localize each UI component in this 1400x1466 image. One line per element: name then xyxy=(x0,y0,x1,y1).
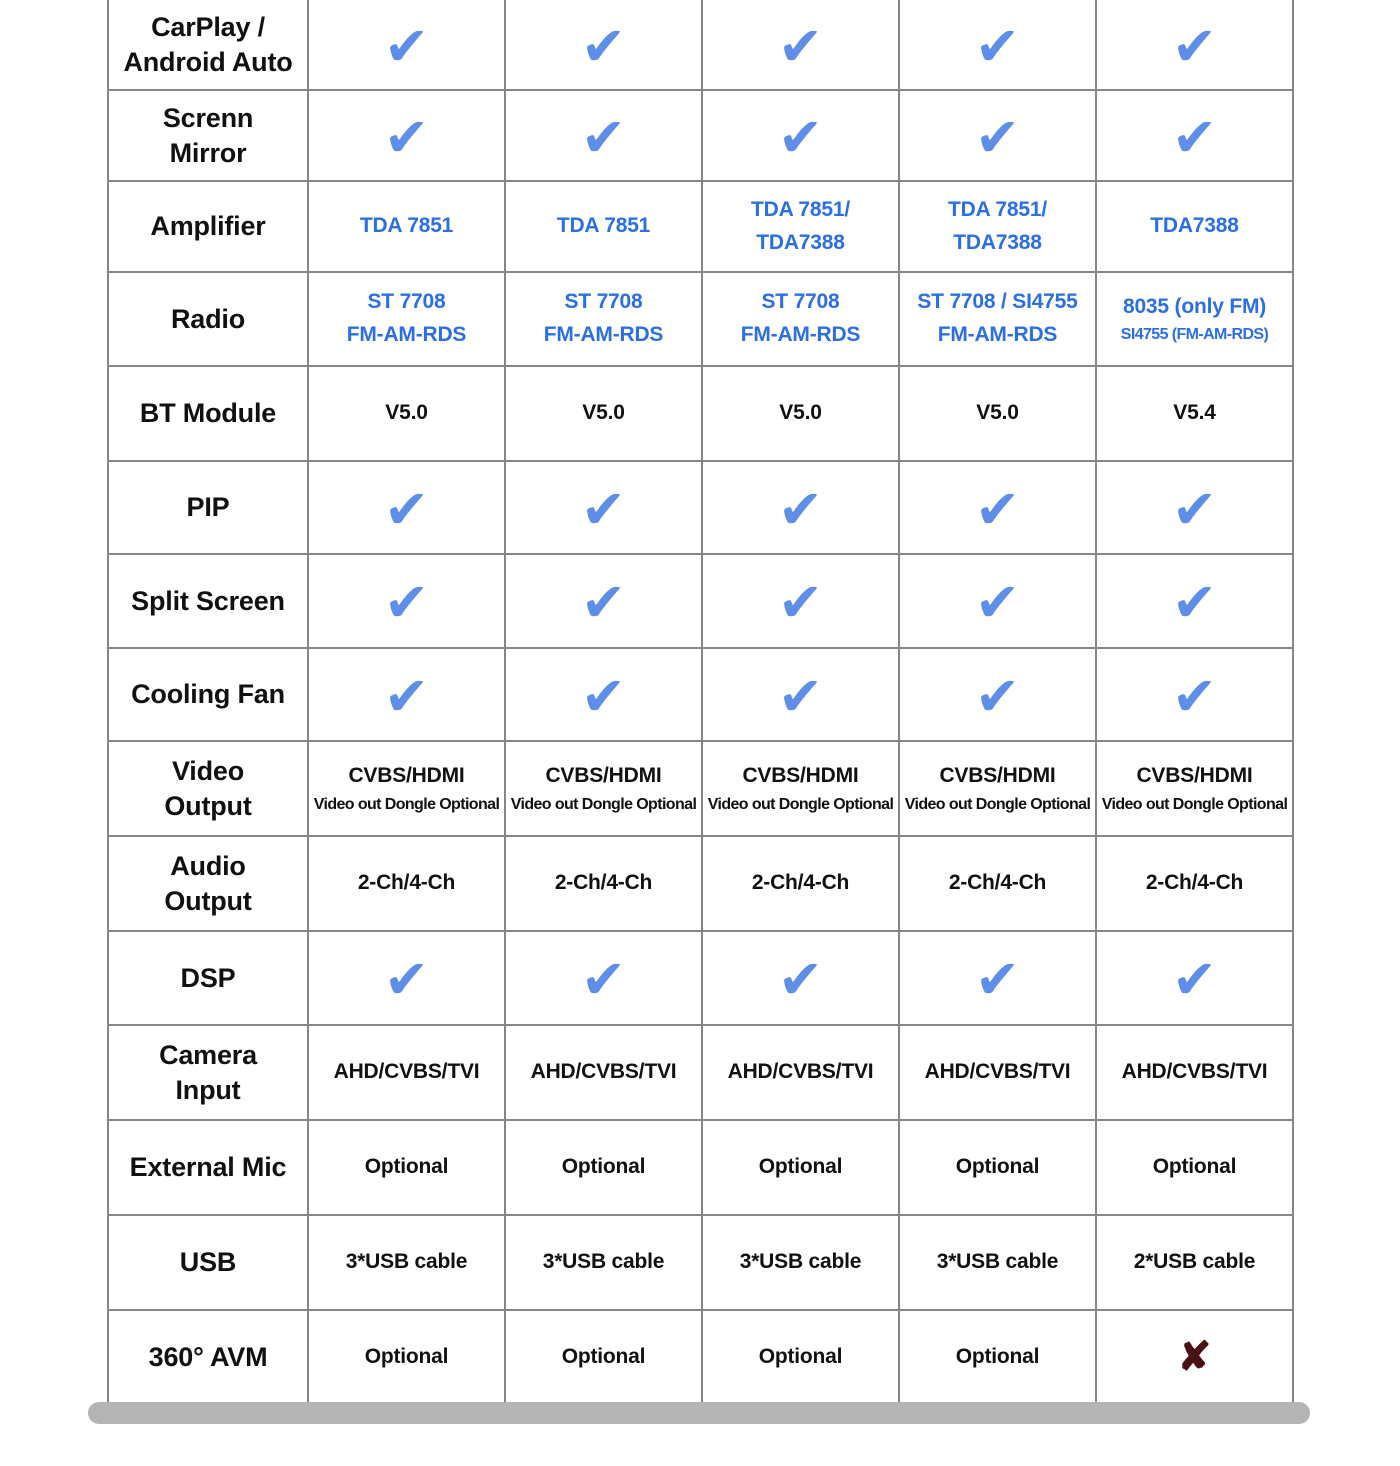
spec-cell-check xyxy=(308,0,505,90)
spec-cell-check xyxy=(899,461,1096,554)
spec-cell-text xyxy=(702,366,899,461)
spec-cell-value xyxy=(703,1056,898,1089)
spec-cell-value xyxy=(309,1151,504,1184)
row-label-line: External Mic xyxy=(129,1152,287,1183)
spec-cell-text xyxy=(505,836,702,931)
row-label-line: Mirror xyxy=(169,137,247,168)
spec-cell-value xyxy=(1097,1056,1292,1089)
spec-cell-text xyxy=(899,1215,1096,1310)
spec-cell-check xyxy=(702,90,899,181)
spec-cell-check xyxy=(702,931,899,1025)
row-label-line: Split Screen xyxy=(131,585,285,616)
spec-cell-text xyxy=(702,1025,899,1120)
spec-cell-value xyxy=(309,286,504,351)
spec-cell-value xyxy=(309,1341,504,1374)
spec-value-line: V5.0 xyxy=(582,401,625,425)
spec-value-line: Optional xyxy=(758,1155,843,1179)
row-label-line: Radio xyxy=(170,303,245,334)
spec-cell-cross xyxy=(1096,1310,1293,1404)
spec-cell-value xyxy=(703,1151,898,1184)
spec-value-line: 3*USB cable xyxy=(739,1250,862,1274)
row-label-line: DSP xyxy=(180,962,236,993)
horizontal-scrollbar-thumb[interactable] xyxy=(88,1402,1310,1424)
row-label xyxy=(108,1120,308,1215)
spec-cell-value xyxy=(506,867,701,900)
check-icon: ✔ xyxy=(1171,479,1218,540)
spec-value-line: ST 7708 / SI4755 xyxy=(917,290,1078,314)
check-icon: ✔ xyxy=(383,479,430,540)
row-label-line: CarPlay / xyxy=(151,12,265,43)
check-icon: ✔ xyxy=(1171,107,1218,168)
spec-cell-value xyxy=(703,194,898,259)
spec-cell-text xyxy=(505,1215,702,1310)
spec-value-line: V5.0 xyxy=(976,401,1019,425)
spec-value-line: 2-Ch/4-Ch xyxy=(948,871,1047,895)
check-icon: ✔ xyxy=(580,16,627,77)
row-label-line: Cooling Fan xyxy=(131,679,285,710)
table-row xyxy=(108,366,1293,461)
check-icon: ✔ xyxy=(383,107,430,168)
spec-cell-value xyxy=(900,1056,1095,1089)
spec-cell-value xyxy=(309,867,504,900)
table-row xyxy=(108,181,1293,272)
spec-value-line: Optional xyxy=(364,1155,449,1179)
spec-cell-check xyxy=(1096,554,1293,648)
spec-cell-check xyxy=(1096,0,1293,90)
spec-cell-value xyxy=(900,1151,1095,1184)
spec-cell-check xyxy=(899,931,1096,1025)
spec-cell-check xyxy=(505,554,702,648)
spec-cell-value xyxy=(900,867,1095,900)
spec-value-line: CVBS/HDMI xyxy=(1136,764,1253,788)
table-row xyxy=(108,836,1293,931)
spec-cell-value xyxy=(1097,1246,1292,1279)
spec-cell-value xyxy=(900,286,1095,351)
spec-cell-check xyxy=(505,648,702,741)
spec-cell-text xyxy=(899,272,1096,366)
spec-cell-text xyxy=(308,366,505,461)
check-icon: ✔ xyxy=(974,573,1021,633)
spec-cell-text xyxy=(702,1310,899,1404)
spec-value-line: FM-AM-RDS xyxy=(346,323,467,346)
spec-cell-value xyxy=(1097,397,1292,430)
row-label xyxy=(108,1025,308,1120)
spec-cell-text xyxy=(1096,836,1293,931)
spec-cell-value xyxy=(703,1246,898,1279)
row-label-line: 360° AVM xyxy=(148,1341,268,1372)
spec-value-line: Optional xyxy=(561,1344,646,1368)
spec-value-line: Optional xyxy=(1152,1155,1237,1179)
check-icon: ✔ xyxy=(974,950,1021,1010)
check-icon: ✔ xyxy=(383,666,430,727)
spec-value-line: 2-Ch/4-Ch xyxy=(554,871,653,895)
row-label-line: Screnn xyxy=(162,103,254,134)
spec-cell-value xyxy=(703,286,898,351)
product-spec-table xyxy=(107,0,1294,1405)
spec-cell-value xyxy=(1097,760,1292,817)
spec-value-line: 3*USB cable xyxy=(542,1250,665,1274)
spec-value-line: AHD/CVBS/TVI xyxy=(924,1060,1071,1084)
check-icon: ✔ xyxy=(580,666,627,727)
spec-cell-value xyxy=(309,760,504,817)
spec-cell-text xyxy=(505,741,702,836)
row-label-line: Input xyxy=(175,1074,241,1105)
check-icon: ✔ xyxy=(580,479,627,540)
spec-cell-text xyxy=(899,366,1096,461)
spec-value-line: Optional xyxy=(758,1344,843,1368)
check-icon: ✔ xyxy=(580,573,627,633)
table-row xyxy=(108,1025,1293,1120)
check-icon: ✔ xyxy=(777,107,824,168)
spec-cell-text xyxy=(1096,1215,1293,1310)
check-icon: ✔ xyxy=(383,573,430,633)
spec-cell-value xyxy=(506,1056,701,1089)
spec-cell-text xyxy=(899,741,1096,836)
row-label-line: BT Module xyxy=(139,398,277,429)
spec-value-line: AHD/CVBS/TVI xyxy=(530,1060,677,1084)
check-icon: ✔ xyxy=(580,107,627,168)
row-label-line: Video xyxy=(171,756,245,787)
spec-cell-text xyxy=(1096,1120,1293,1215)
spec-cell-text xyxy=(899,1310,1096,1404)
check-icon: ✔ xyxy=(974,479,1021,540)
spec-cell-value xyxy=(703,867,898,900)
table-row xyxy=(108,554,1293,648)
spec-cell-check xyxy=(702,0,899,90)
check-icon: ✔ xyxy=(777,666,824,727)
spec-value-line: AHD/CVBS/TVI xyxy=(333,1060,480,1084)
spec-value-subtext: Video out Dongle Optional xyxy=(1101,795,1288,813)
row-label xyxy=(108,461,308,554)
spec-value-line: TDA7388 xyxy=(953,230,1042,254)
row-label xyxy=(108,181,308,272)
spec-cell-check xyxy=(505,90,702,181)
spec-cell-text xyxy=(899,1120,1096,1215)
check-icon: ✔ xyxy=(1171,666,1218,727)
spec-value-line: Optional xyxy=(364,1344,449,1368)
spec-cell-value xyxy=(900,194,1095,259)
row-label xyxy=(108,366,308,461)
spec-cell-value xyxy=(309,1056,504,1089)
row-label xyxy=(108,931,308,1025)
row-label xyxy=(108,836,308,931)
spec-value-line: 8035 (only FM) xyxy=(1122,294,1267,318)
spec-cell-value xyxy=(309,210,504,243)
spec-cell-text xyxy=(505,181,702,272)
spec-value-line: CVBS/HDMI xyxy=(742,764,859,788)
row-label-line: Output xyxy=(164,790,252,821)
spec-cell-text xyxy=(1096,1025,1293,1120)
spec-cell-value xyxy=(506,286,701,351)
spec-cell-value xyxy=(703,397,898,430)
row-label-line: Android Auto xyxy=(123,46,293,77)
spec-cell-text xyxy=(308,1310,505,1404)
spec-cell-text xyxy=(702,1120,899,1215)
spec-value-subtext: SI4755 (FM-AM-RDS) xyxy=(1120,326,1269,344)
spec-cell-check xyxy=(899,0,1096,90)
spec-value-line: 2-Ch/4-Ch xyxy=(1145,871,1244,895)
spec-value-line: TDA 7851 xyxy=(556,214,651,238)
spec-cell-text xyxy=(308,272,505,366)
spec-cell-check xyxy=(899,90,1096,181)
spec-value-line: V5.4 xyxy=(1173,401,1216,425)
row-label-line: PIP xyxy=(186,492,230,523)
spec-value-line: 2-Ch/4-Ch xyxy=(751,871,850,895)
spec-cell-text xyxy=(308,741,505,836)
table-row xyxy=(108,648,1293,741)
spec-cell-text xyxy=(308,1120,505,1215)
row-label-line: Audio xyxy=(170,851,246,882)
spec-cell-value xyxy=(1097,867,1292,900)
check-icon: ✔ xyxy=(383,950,430,1010)
table-row xyxy=(108,741,1293,836)
spec-cell-value xyxy=(1097,210,1292,243)
spec-cell-check xyxy=(1096,90,1293,181)
spec-cell-text xyxy=(702,181,899,272)
spec-cell-check xyxy=(1096,461,1293,554)
table-row xyxy=(108,1215,1293,1310)
check-icon: ✔ xyxy=(1171,573,1218,633)
table-row xyxy=(108,1310,1293,1404)
spec-cell-value xyxy=(506,1341,701,1374)
row-label-line: Amplifier xyxy=(150,211,266,242)
spec-cell-text xyxy=(505,1310,702,1404)
row-label xyxy=(108,90,308,181)
spec-value-subtext: Video out Dongle Optional xyxy=(313,795,500,813)
spec-cell-text xyxy=(505,1025,702,1120)
row-label-line: Camera xyxy=(159,1040,257,1071)
spec-cell-check xyxy=(308,648,505,741)
spec-cell-check xyxy=(505,0,702,90)
spec-cell-check xyxy=(702,648,899,741)
check-icon: ✔ xyxy=(974,666,1021,727)
spec-value-subtext: Video out Dongle Optional xyxy=(904,795,1091,813)
spec-value-line: 2*USB cable xyxy=(1133,1250,1256,1274)
spec-value-line: 3*USB cable xyxy=(345,1250,468,1274)
spec-cell-text xyxy=(899,1025,1096,1120)
spec-value-line: CVBS/HDMI xyxy=(348,764,465,788)
spec-cell-check xyxy=(702,461,899,554)
spec-value-line: TDA7388 xyxy=(756,230,845,254)
row-label xyxy=(108,0,308,90)
spec-value-line: Optional xyxy=(955,1344,1040,1368)
check-icon: ✔ xyxy=(1171,16,1218,77)
spec-cell-check xyxy=(308,931,505,1025)
spec-cell-value xyxy=(506,1246,701,1279)
row-label xyxy=(108,741,308,836)
spec-cell-value xyxy=(506,210,701,243)
check-icon: ✔ xyxy=(777,16,824,77)
spec-cell-text xyxy=(702,836,899,931)
spec-cell-value xyxy=(1097,291,1292,348)
spec-cell-check xyxy=(702,554,899,648)
spec-value-subtext: Video out Dongle Optional xyxy=(510,795,697,813)
spec-value-line: 2-Ch/4-Ch xyxy=(357,871,456,895)
spec-cell-text xyxy=(702,272,899,366)
spec-cell-check xyxy=(505,931,702,1025)
check-icon: ✔ xyxy=(777,573,824,633)
check-icon: ✔ xyxy=(974,107,1021,168)
spec-cell-value xyxy=(703,1341,898,1374)
spec-cell-check xyxy=(308,90,505,181)
spec-cell-text xyxy=(308,181,505,272)
spec-cell-text xyxy=(308,836,505,931)
spec-value-line: CVBS/HDMI xyxy=(545,764,662,788)
spec-cell-text xyxy=(1096,181,1293,272)
spec-cell-text xyxy=(505,366,702,461)
table-row xyxy=(108,461,1293,554)
spec-value-line: Optional xyxy=(561,1155,646,1179)
check-icon: ✔ xyxy=(777,950,824,1010)
spec-cell-value xyxy=(506,760,701,817)
spec-cell-check xyxy=(308,461,505,554)
spec-cell-text xyxy=(1096,272,1293,366)
spec-cell-value xyxy=(506,397,701,430)
row-label-line: Output xyxy=(164,885,252,916)
spec-cell-value xyxy=(900,397,1095,430)
spec-value-line: FM-AM-RDS xyxy=(937,323,1058,346)
spec-value-line: Optional xyxy=(955,1155,1040,1179)
spec-cell-value xyxy=(309,1246,504,1279)
spec-cell-text xyxy=(1096,741,1293,836)
spec-value-line: TDA 7851/ xyxy=(948,197,1047,221)
row-label xyxy=(108,648,308,741)
spec-value-line: ST 7708 xyxy=(367,290,446,314)
spec-cell-check xyxy=(308,554,505,648)
spec-value-line: ST 7708 xyxy=(761,290,840,314)
spec-cell-text xyxy=(308,1025,505,1120)
row-label xyxy=(108,1215,308,1310)
table-row xyxy=(108,0,1293,90)
spec-cell-value xyxy=(900,1341,1095,1374)
spec-cell-text xyxy=(505,272,702,366)
spec-cell-value xyxy=(703,760,898,817)
spec-cell-value xyxy=(506,1151,701,1184)
spec-cell-value xyxy=(1097,1151,1292,1184)
spec-value-line: TDA 7851 xyxy=(359,214,454,238)
row-label-line: USB xyxy=(179,1247,237,1278)
spec-cell-check xyxy=(1096,931,1293,1025)
spec-cell-text xyxy=(899,181,1096,272)
spec-value-line: ST 7708 xyxy=(564,290,643,314)
table-row xyxy=(108,931,1293,1025)
table-row xyxy=(108,1120,1293,1215)
spec-cell-text xyxy=(1096,366,1293,461)
spec-value-line: V5.0 xyxy=(385,401,428,425)
check-icon: ✔ xyxy=(580,950,627,1010)
spec-cell-check xyxy=(1096,648,1293,741)
spec-value-line: TDA7388 xyxy=(1150,214,1239,238)
spec-value-line: CVBS/HDMI xyxy=(939,764,1056,788)
row-label xyxy=(108,1310,308,1404)
cross-icon: ✘ xyxy=(1177,1335,1212,1379)
spec-value-line: TDA 7851/ xyxy=(751,197,850,221)
row-label xyxy=(108,554,308,648)
spec-value-line: AHD/CVBS/TVI xyxy=(1121,1060,1268,1084)
spec-cell-check xyxy=(505,461,702,554)
check-icon: ✔ xyxy=(1171,950,1218,1010)
spec-cell-check xyxy=(899,648,1096,741)
spec-cell-text xyxy=(702,1215,899,1310)
check-icon: ✔ xyxy=(777,479,824,540)
spec-cell-text xyxy=(308,1215,505,1310)
table-row xyxy=(108,90,1293,181)
spec-cell-value xyxy=(900,1246,1095,1279)
spec-cell-text xyxy=(702,741,899,836)
spec-value-subtext: Video out Dongle Optional xyxy=(707,795,894,813)
spec-value-line: 3*USB cable xyxy=(936,1250,1059,1274)
spec-value-line: V5.0 xyxy=(779,401,822,425)
spec-value-line: AHD/CVBS/TVI xyxy=(727,1060,874,1084)
row-label xyxy=(108,272,308,366)
check-icon: ✔ xyxy=(974,16,1021,77)
table-row xyxy=(108,272,1293,366)
check-icon: ✔ xyxy=(383,16,430,77)
spec-cell-text xyxy=(899,836,1096,931)
spec-cell-value xyxy=(309,397,504,430)
spec-cell-value xyxy=(900,760,1095,817)
spec-cell-check xyxy=(899,554,1096,648)
spec-value-line: FM-AM-RDS xyxy=(543,323,664,346)
spec-cell-text xyxy=(505,1120,702,1215)
spec-value-line: FM-AM-RDS xyxy=(740,323,861,346)
